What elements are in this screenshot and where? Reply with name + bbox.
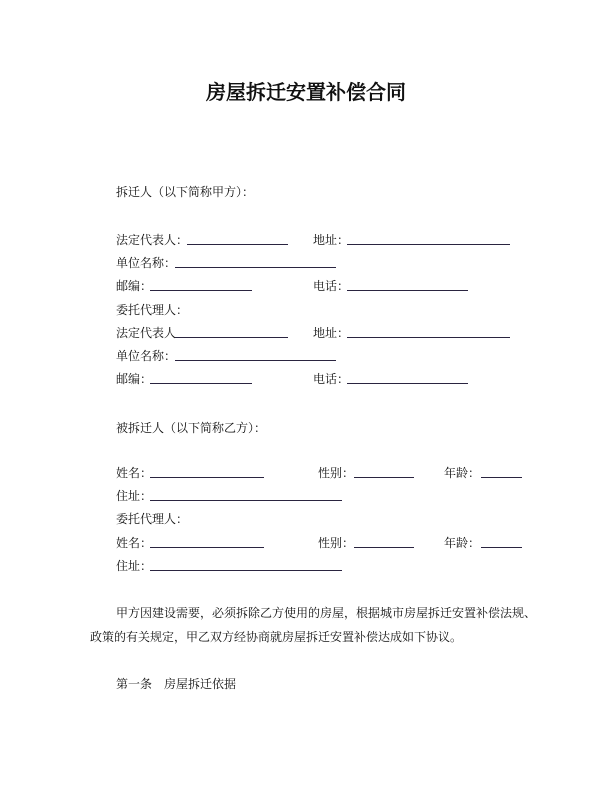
preamble-line-2: 政策的有关规定，甲乙双方经协商就房屋拆迁安置补偿达成如下协议。 xyxy=(90,630,463,644)
name-label: 姓名： xyxy=(116,466,153,480)
b-agent-gender-field[interactable] xyxy=(354,547,414,548)
agent-address-label: 地址： xyxy=(313,326,350,340)
postcode-label: 邮编： xyxy=(116,279,153,293)
gender-label: 性别： xyxy=(318,466,355,480)
agent-postcode-field[interactable] xyxy=(150,383,252,384)
agent-unit-name-field[interactable] xyxy=(175,360,336,361)
postcode-field[interactable] xyxy=(150,290,252,291)
b-agent-name-label: 姓名： xyxy=(116,536,153,550)
b-agent-gender-label: 性别： xyxy=(318,536,355,550)
unit-name-field[interactable] xyxy=(175,267,336,268)
agent-heading: 委托代理人： xyxy=(116,303,189,317)
residence-field[interactable] xyxy=(150,500,342,501)
party-b-heading: 被拆迁人（以下简称乙方）： xyxy=(116,421,267,435)
agent-legal-rep-field[interactable] xyxy=(175,337,288,338)
address-label: 地址： xyxy=(313,233,350,247)
preamble-line-1: 甲方因建设需要，必须拆除乙方使用的房屋，根据城市房屋拆迁安置补偿法规、 xyxy=(116,606,537,620)
b-agent-name-field[interactable] xyxy=(150,547,264,548)
gender-field[interactable] xyxy=(354,477,414,478)
agent-unit-name-label: 单位名称： xyxy=(116,349,177,363)
phone-label: 电话： xyxy=(313,279,350,293)
article-1-heading: 第一条 房屋拆迁依据 xyxy=(116,677,237,691)
residence-label: 住址： xyxy=(116,489,153,503)
name-field[interactable] xyxy=(150,477,264,478)
party-a-heading: 拆迁人（以下简称甲方）： xyxy=(116,185,255,199)
agent-address-field[interactable] xyxy=(347,337,510,338)
b-agent-residence-field[interactable] xyxy=(150,570,342,571)
b-agent-heading: 委托代理人： xyxy=(116,512,189,526)
b-agent-age-label: 年龄： xyxy=(444,536,481,550)
document-title: 房屋拆迁安置补偿合同 xyxy=(206,80,406,104)
agent-postcode-label: 邮编： xyxy=(116,372,153,386)
unit-name-label: 单位名称： xyxy=(116,256,177,270)
b-agent-age-field[interactable] xyxy=(481,547,522,548)
agent-legal-rep-label: 法定代表人 xyxy=(116,326,177,340)
legal-rep-field[interactable] xyxy=(187,244,288,245)
phone-field[interactable] xyxy=(347,290,468,291)
agent-phone-label: 电话： xyxy=(313,372,350,386)
agent-phone-field[interactable] xyxy=(347,383,468,384)
age-field[interactable] xyxy=(481,477,522,478)
age-label: 年龄： xyxy=(444,466,481,480)
address-field[interactable] xyxy=(347,244,510,245)
legal-rep-label: 法定代表人： xyxy=(116,233,189,247)
b-agent-residence-label: 住址： xyxy=(116,559,153,573)
